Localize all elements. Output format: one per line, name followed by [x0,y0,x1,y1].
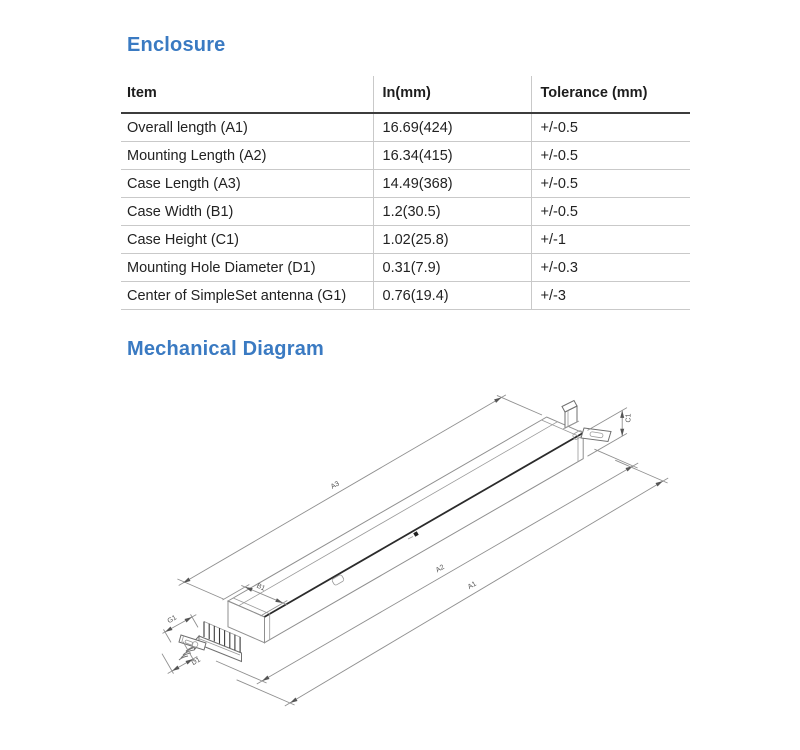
dim-label-A3: A3 [329,480,341,491]
table-row [121,282,690,310]
cell-item: Case Width (B1) [121,198,373,226]
dimension-B1 [223,583,288,616]
cell-tolerance: +/-0.5 [531,198,690,226]
table-row [121,254,690,282]
cell-item: Overall length (A1) [121,113,373,142]
cell-tolerance: +/-0.5 [531,142,690,170]
dimension-A1 [237,460,669,706]
table-row [121,170,690,198]
dim-label-B1: B1 [255,582,266,593]
cell-value: 0.31(7.9) [373,254,531,282]
driver-case-outline [228,417,584,643]
dimension-A3 [177,395,542,599]
cell-tolerance: +/-0.5 [531,113,690,142]
col-header-tolerance: Tolerance (mm) [531,76,690,113]
dim-label-A2: A2 [434,563,446,575]
dim-label-A1: A1 [466,580,478,591]
table-row [121,113,690,142]
dim-label-D1: D1 [190,656,202,667]
cell-item: Case Height (C1) [121,226,373,254]
cell-item: Center of SimpleSet antenna (G1) [121,282,373,310]
cell-value: 16.69(424) [373,113,531,142]
cell-item: Mounting Length (A2) [121,142,373,170]
enclosure-table [121,76,690,310]
mechanical-diagram [0,380,800,750]
cell-item: Mounting Hole Diameter (D1) [121,254,373,282]
cell-value: 14.49(368) [373,170,531,198]
cell-tolerance: +/-3 [531,282,690,310]
table-header-row [121,76,690,113]
dim-label-G1: G1 [166,614,179,626]
cell-tolerance: +/-1 [531,226,690,254]
col-header-inmm: In(mm) [373,76,531,113]
enclosure-section-title: Enclosure [127,34,226,56]
cell-value: 1.2(30.5) [373,198,531,226]
cell-tolerance: +/-0.3 [531,254,690,282]
dim-label-C1: C1 [625,413,633,423]
cell-value: 1.02(25.8) [373,226,531,254]
cell-item: Case Length (A3) [121,170,373,198]
table-row [121,226,690,254]
dimension-A2 [216,449,638,684]
table-row [121,198,690,226]
cell-value: 16.34(415) [373,142,531,170]
knockout-left [331,574,344,586]
table-row [121,142,690,170]
mechanical-section-title: Mechanical Diagram [127,338,325,360]
col-header-item: Item [121,76,373,113]
cell-value: 0.76(19.4) [373,282,531,310]
cell-tolerance: +/-0.5 [531,170,690,198]
